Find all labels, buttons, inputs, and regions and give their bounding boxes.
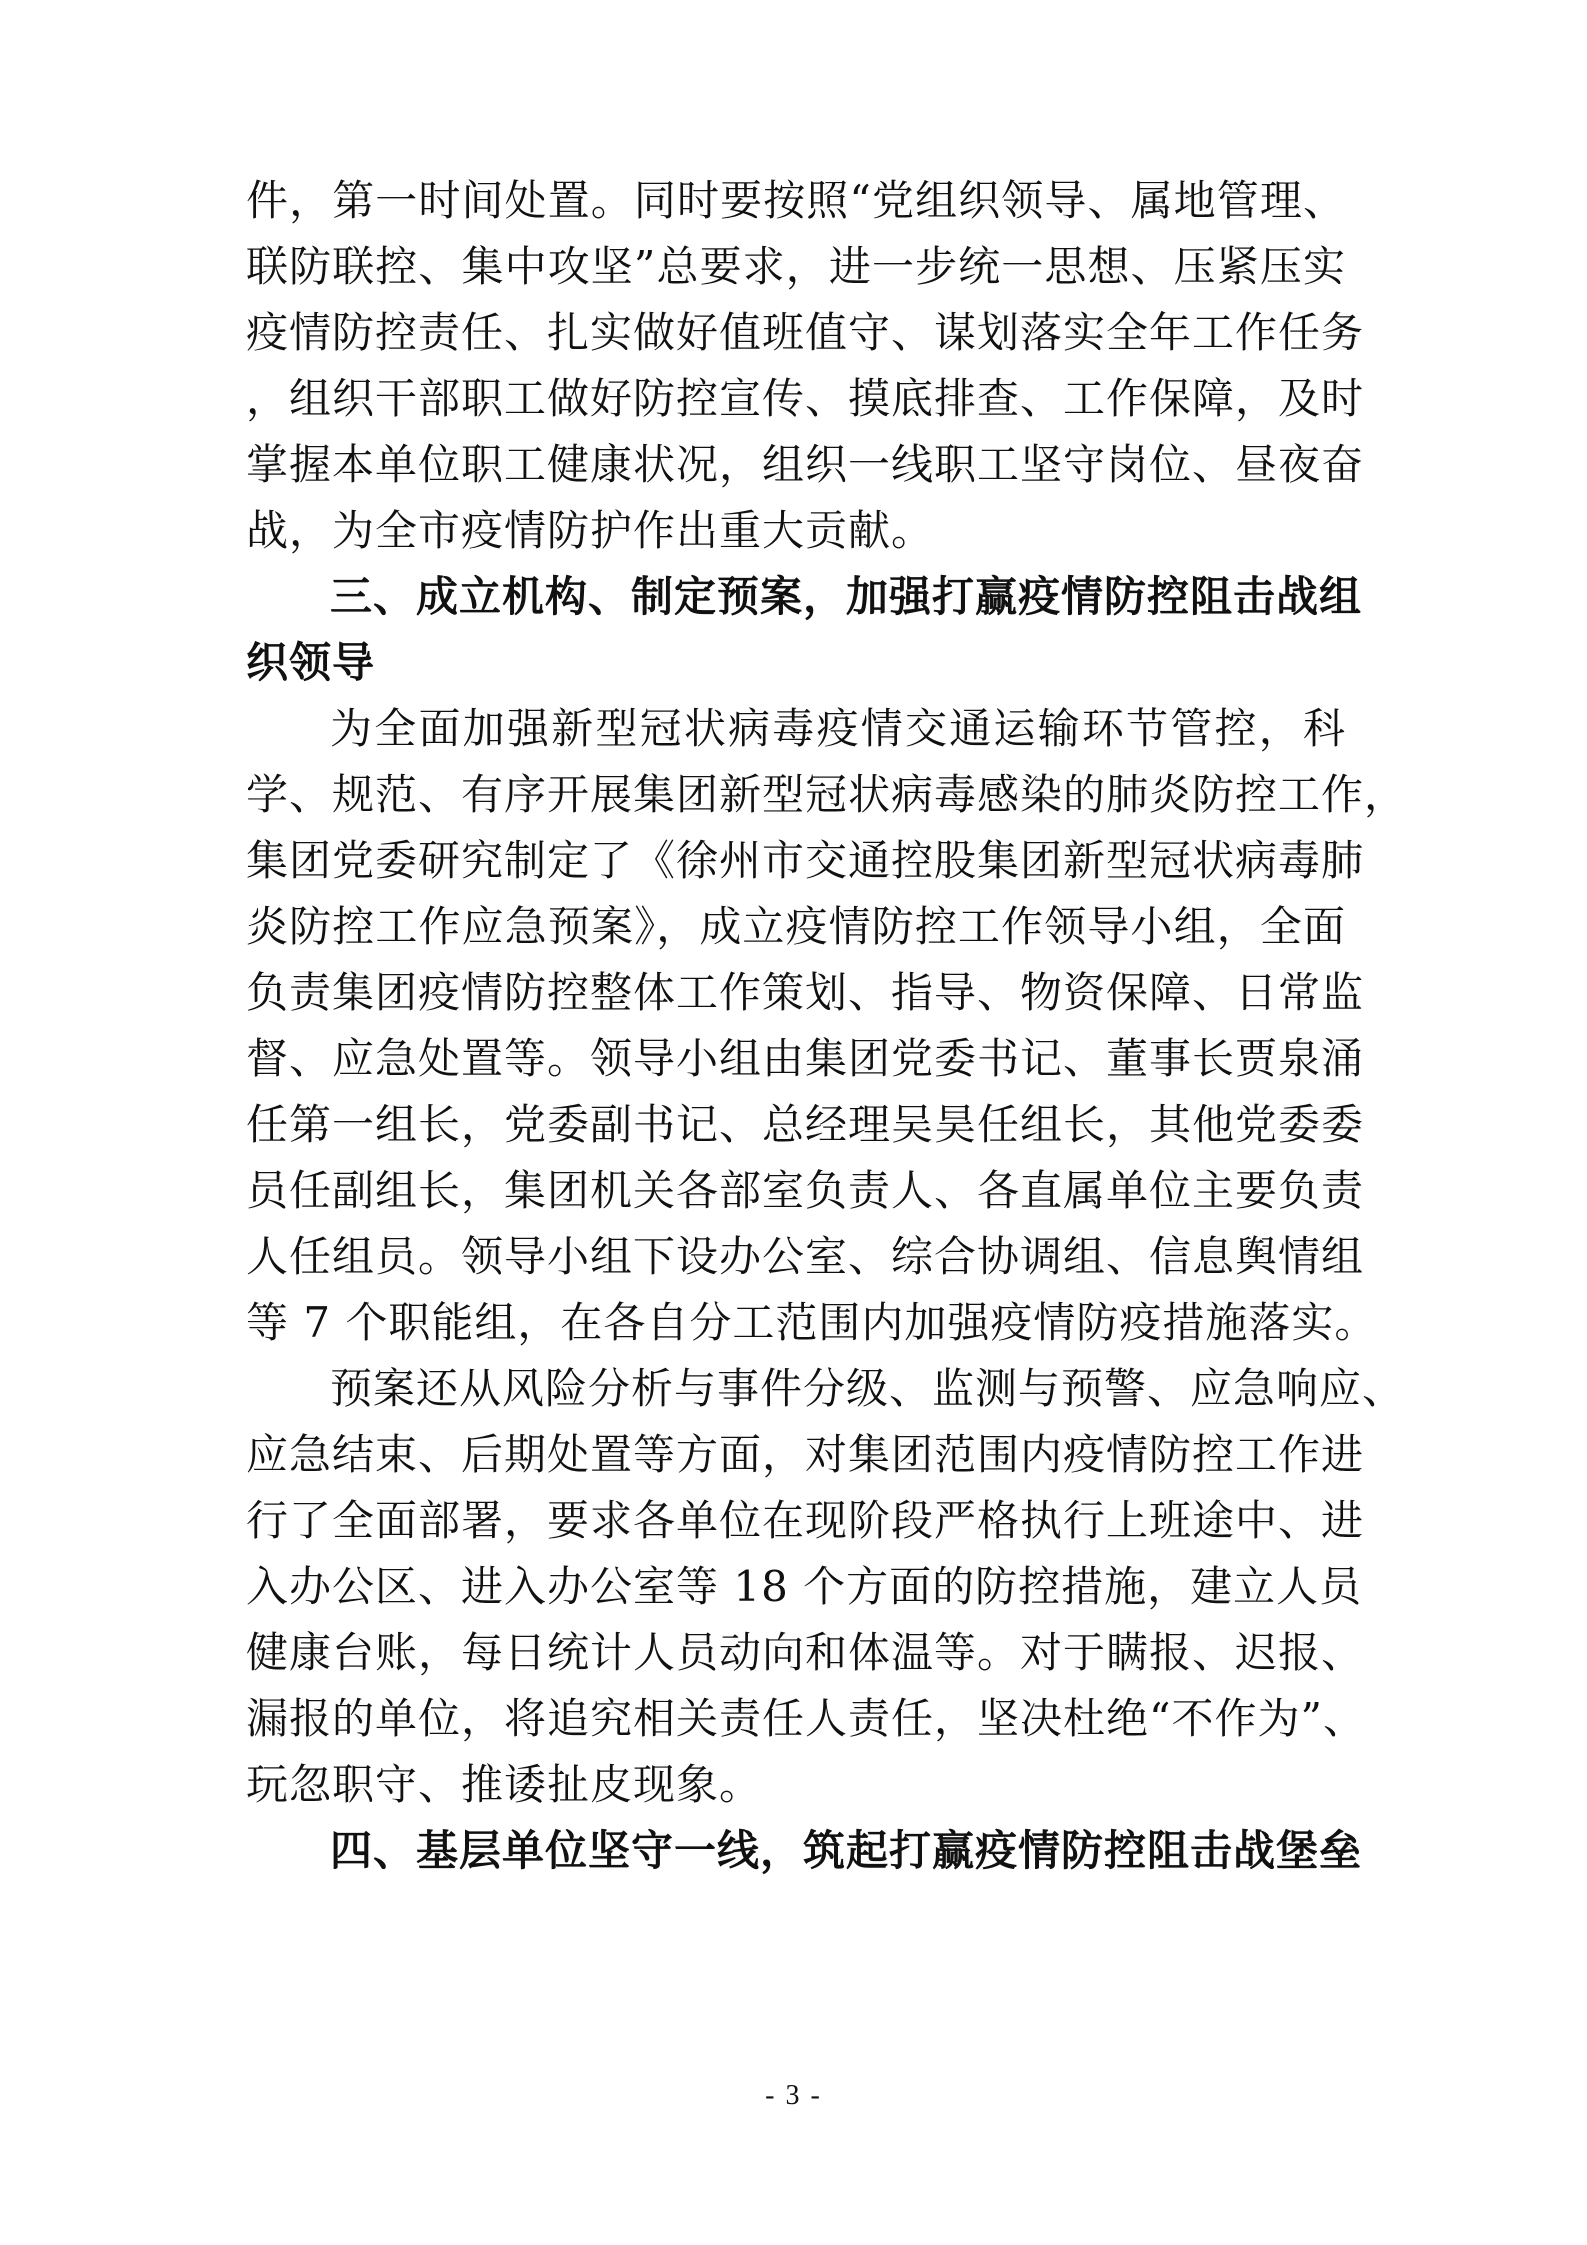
text-line: 掌握本单位职工健康状况，组织一线职工坚守岗位、昼夜奋 — [246, 440, 1365, 489]
text-line: 人任组员。领导小组下设办公室、综合协调组、信息舆情组 — [246, 1232, 1365, 1281]
paragraph-organization — [246, 696, 1408, 1356]
text-line: 战，为全市疫情防护作出重大贡献。 — [246, 506, 935, 555]
text-line: 等 7 个职能组，在各自分工范围内加强疫情防疫措施落实。 — [246, 1298, 1378, 1347]
heading-line: 织领导 — [246, 638, 376, 687]
text-line: 任第一组长，党委副书记、总经理吴昊任组长，其他党委委 — [246, 1100, 1365, 1149]
document-body — [246, 168, 1408, 1884]
text-line: 督、应急处置等。领导小组由集团党委书记、董事长贾泉涌 — [246, 1034, 1365, 1083]
section-heading-3 — [246, 564, 1363, 696]
page-number: - 3 - — [765, 2080, 822, 2111]
heading-line: 三、成立机构、制定预案，加强打赢疫情防控阻击战组 — [330, 572, 1363, 621]
text-line: 员任副组长，集团机关各部室负责人、各直属单位主要负责 — [246, 1166, 1365, 1215]
text-line: 预案还从风险分析与事件分级、监测与预警、应急响应、 — [330, 1364, 1406, 1413]
text-line: 为全面加强新型冠状病毒疫情交通运输环节管控，科 — [330, 704, 1346, 753]
text-line: 玩忽职守、推诿扯皮现象。 — [246, 1760, 763, 1809]
text-line: 行了全面部署，要求各单位在现阶段严格执行上班途中、进 — [246, 1496, 1365, 1545]
heading-line: 四、基层单位坚守一线，筑起打赢疫情防控阻击战堡垒 — [330, 1826, 1363, 1875]
text-line: 漏报的单位，将追究相关责任人责任，坚决杜绝“不作为”、 — [246, 1694, 1366, 1743]
text-line: 学、规范、有序开展集团新型冠状病毒感染的肺炎防控工作， — [246, 770, 1408, 819]
text-line: 件，第一时间处置。同时要按照“党组织领导、属地管理、 — [246, 176, 1346, 225]
paragraph-plan — [246, 1356, 1406, 1818]
text-line: 健康台账，每日统计人员动向和体温等。对于瞒报、迟报、 — [246, 1628, 1365, 1677]
text-line: ，组织干部职工做好防控宣传、摸底排查、工作保障，及时 — [246, 374, 1365, 423]
text-line: 联防联控、集中攻坚”总要求，进一步统一思想、压紧压实 — [246, 242, 1346, 291]
paragraph-continuation — [246, 168, 1365, 564]
text-line: 炎防控工作应急预案》，成立疫情防控工作领导小组，全面 — [246, 902, 1346, 951]
text-line: 集团党委研究制定了《徐州市交通控股集团新型冠状病毒肺 — [246, 836, 1365, 885]
section-heading-4 — [246, 1818, 1363, 1884]
text-line: 负责集团疫情防控整体工作策划、指导、物资保障、日常监 — [246, 968, 1365, 1017]
text-line: 入办公区、进入办公室等 18 个方面的防控措施，建立人员 — [246, 1562, 1363, 1611]
text-line: 疫情防控责任、扎实做好值班值守、谋划落实全年工作任务 — [246, 308, 1365, 357]
text-line: 应急结束、后期处置等方面，对集团范围内疫情防控工作进 — [246, 1430, 1365, 1479]
